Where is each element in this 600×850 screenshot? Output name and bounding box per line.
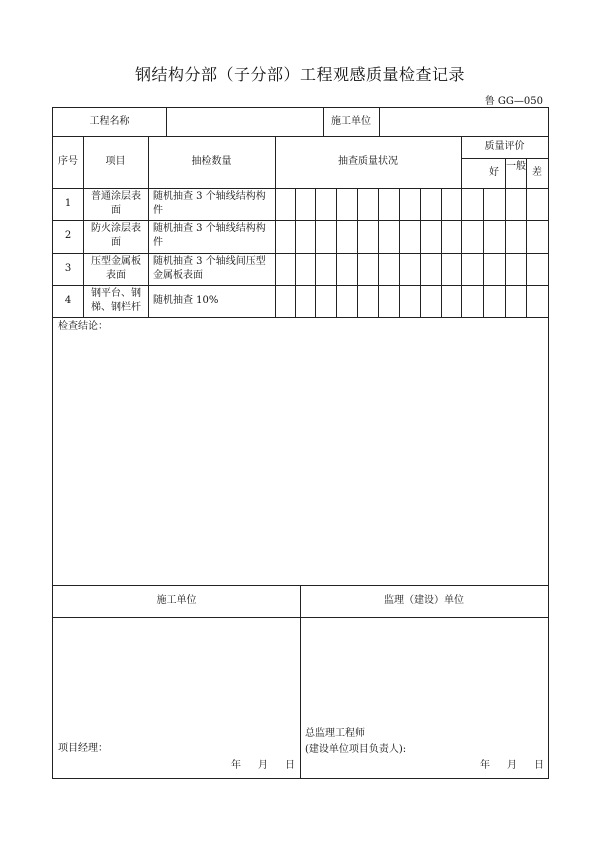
left-year: 年 — [231, 760, 241, 771]
col-header-average: 一般 — [506, 161, 526, 172]
row-4-sample: 随机抽查 10% — [153, 295, 219, 306]
col-header-sample: 抽检数量 — [191, 156, 232, 167]
col-header-good: 好 — [489, 167, 499, 178]
builder-section-header: 施工单位 — [156, 595, 197, 606]
row-1-seq: 1 — [64, 198, 72, 209]
chief-supervisor-label: 总监理工程师 — [305, 728, 365, 739]
form-code: 鲁 GG—050 — [484, 96, 543, 107]
grid-line — [315, 188, 316, 317]
row-divider — [53, 220, 548, 221]
row-2-item: 防火涂层表面 — [91, 223, 141, 248]
right-year: 年 — [480, 760, 490, 771]
col-divider — [526, 158, 527, 317]
col-header-seq: 序号 — [58, 156, 78, 167]
left-month: 月 — [258, 760, 268, 771]
supervisor-section-header: 监理（建设）单位 — [384, 595, 464, 606]
row-divider — [53, 285, 548, 286]
left-day: 日 — [285, 760, 295, 771]
grid-line — [483, 188, 484, 317]
row-2-sample: 随机抽查 3 个轴线结构构件 — [153, 223, 266, 248]
col-header-item: 项目 — [105, 156, 126, 167]
col-header-rating: 质量评价 — [484, 141, 525, 152]
record-table — [52, 107, 549, 779]
row-4-item: 钢平台、钢梯、钢栏杆 — [91, 288, 141, 313]
right-day: 日 — [534, 760, 544, 771]
conclusion-label: 检查结论： — [58, 321, 108, 332]
grid-line — [357, 188, 358, 317]
row-4-seq: 4 — [64, 295, 72, 306]
row-3-sample: 随机抽查 3 个轴线间压型金属板表面 — [153, 256, 266, 281]
row-divider — [53, 136, 548, 137]
right-month: 月 — [507, 760, 517, 771]
grid-line — [336, 188, 337, 317]
col-header-status: 抽查质量状况 — [338, 156, 398, 167]
row-1-sample: 随机抽查 3 个轴线结构构件 — [153, 191, 266, 216]
form-title: 钢结构分部（子分部）工程观感质量检查记录 — [134, 65, 465, 84]
row-2-seq: 2 — [64, 230, 72, 241]
row-divider — [53, 317, 548, 318]
row-divider — [53, 188, 548, 189]
builder-label: 施工单位 — [331, 116, 371, 127]
grid-line — [378, 188, 379, 317]
grid-line — [295, 188, 296, 317]
row-3-item: 压型金属板表面 — [91, 256, 141, 281]
col-divider — [166, 108, 167, 136]
col-divider — [505, 158, 506, 317]
row-1-item: 普通涂层表面 — [91, 191, 141, 216]
project-manager-label: 项目经理： — [58, 743, 108, 754]
grid-line — [399, 188, 400, 317]
col-header-poor: 差 — [532, 167, 542, 178]
owner-representative-label: (建设单位项目负责人): — [305, 744, 407, 755]
project-name-label: 工程名称 — [89, 116, 130, 127]
col-divider — [379, 108, 380, 136]
row-3-seq: 3 — [64, 263, 72, 274]
grid-line — [441, 188, 442, 317]
grid-line — [420, 188, 421, 317]
col-divider — [461, 136, 462, 317]
row-divider — [53, 253, 548, 254]
footer-divider — [300, 585, 301, 778]
